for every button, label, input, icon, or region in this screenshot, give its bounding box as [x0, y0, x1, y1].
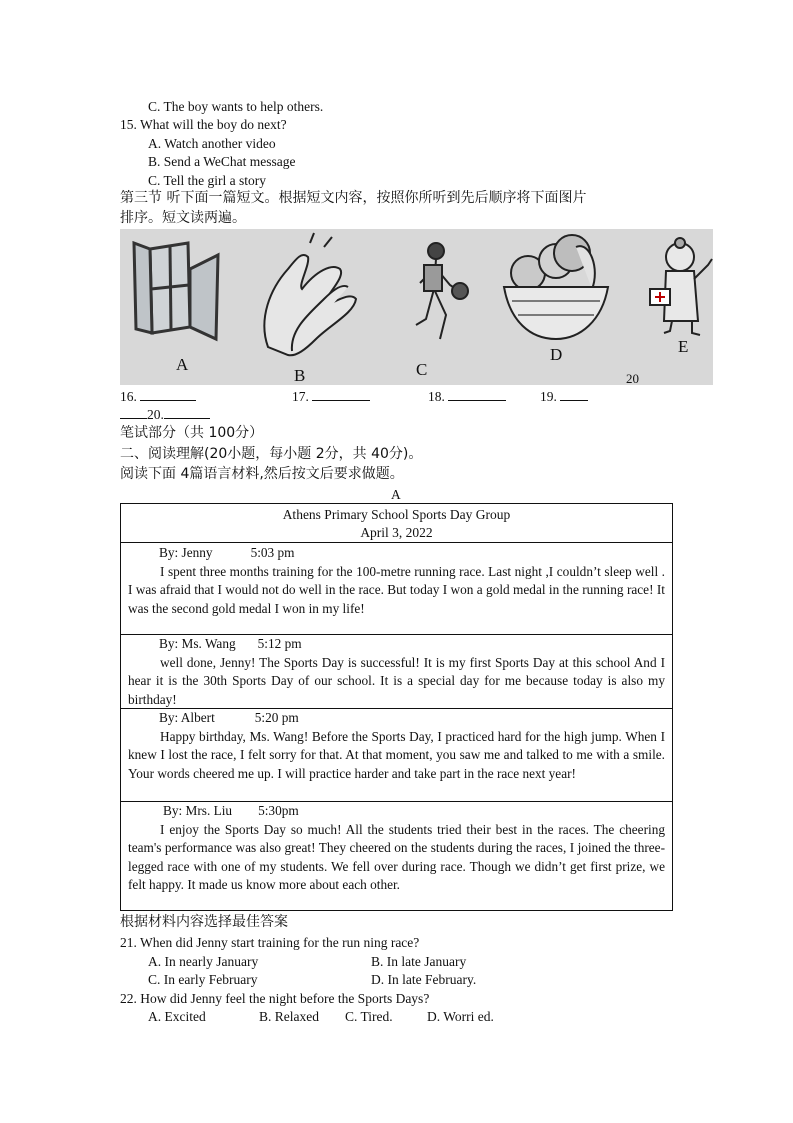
q21-option-a: A. In nearly January	[148, 954, 259, 969]
part2-instruction: 阅读下面 4篇语言材料,然后按文后要求做题。	[120, 466, 404, 482]
post-text: well done, Jenny! The Sports Day is successful! It is my first Sports Day at this school And I hear it is the 30th Sports Day of our school. It is a special day for me because today is also my birthday!	[128, 654, 665, 707]
answer-blank-20: 20.	[120, 406, 210, 423]
q22-option-c: C. Tired.	[345, 1009, 393, 1024]
q15-question: 15. What will the boy do next?	[120, 117, 287, 132]
q21-option-d: D. In late February.	[371, 972, 477, 987]
answer-blank-16: 16.	[120, 388, 196, 405]
post-author: By: Ms. Wang	[159, 636, 236, 651]
choose-instruction: 根据材料内容选择最佳答案	[120, 914, 288, 930]
post-text: I enjoy the Sports Day so much! All the students tried their best in the races. The cheering team's performance was also great! They cheered on the students during the races, I joined the three-legged race with one of my students. We fell over during race. Though we didn’t get first prize, we felt happy. It made us know more about each other.	[128, 821, 665, 892]
sports-day-board	[120, 503, 673, 911]
q15-option-a: A. Watch another video	[148, 136, 276, 151]
post-jenny	[121, 542, 672, 634]
picture-label-b: B	[294, 366, 306, 385]
q15-option-b: B. Send a WeChat message	[148, 154, 296, 169]
window-icon	[134, 243, 218, 339]
q15-option-c: C. Tell the girl a story	[148, 173, 267, 188]
answer-blank-18: 18.	[428, 388, 506, 405]
post-time: 5:30pm	[258, 803, 299, 818]
written-part-title: 笔试部分（共 100分）	[120, 425, 264, 441]
picture-label-c: C	[416, 360, 428, 379]
q22-option-b: B. Relaxed	[259, 1009, 319, 1024]
post-time: 5:12 pm	[257, 636, 302, 651]
basketball-girl-icon	[416, 243, 468, 339]
section3-instruction: 第三节 听下面一篇短文。根据短文内容，按照你所听到先后顺序将下面图片	[120, 190, 587, 206]
q22-question: 22. How did Jenny feel the night before the Sports Days?	[120, 991, 430, 1006]
fruit-basket-icon	[504, 235, 608, 339]
passage-label: A	[391, 487, 401, 502]
picture-strip	[120, 229, 713, 385]
post-albert	[121, 708, 672, 801]
post-text: I spent three months training for the 100-metre running race. Last night ,I couldn’t sleep well . I was afraid that I would not do well in the race. But today I won a gold medal in the running race! It was the second gold medal I won in my life!	[128, 563, 665, 616]
doctor-icon	[650, 238, 712, 335]
board-title: Athens Primary School Sports Day Group	[282, 507, 511, 522]
picture-label-d: D	[550, 345, 563, 364]
picture-edge-text: 20	[626, 371, 639, 385]
answer-blank-19: 19.	[540, 388, 588, 405]
q21-option-c: C. In early February	[148, 972, 258, 987]
post-author: By: Mrs. Liu	[163, 803, 233, 818]
answer-blank-17: 17.	[292, 388, 370, 405]
post-text: Happy birthday, Ms. Wang! Before the Sports Day, I practiced hard for the high jump. When I knew I lost the race, I felt sorry for that. At that moment, you saw me and talked to me with a smile. Your words cheered me up. I will practice harder and take part in the race next year!	[128, 728, 665, 781]
post-time: 5:20 pm	[254, 710, 299, 725]
post-author: By: Albert	[159, 710, 215, 725]
clapping-hands-icon	[264, 233, 356, 355]
q22-option-d: D. Worri ed.	[427, 1009, 494, 1024]
q21-question: 21. When did Jenny start training for the run ning race?	[120, 935, 420, 950]
post-mrs-liu	[121, 801, 672, 911]
post-ms-wang	[121, 634, 672, 708]
section3-instruction-cont: 排序。短文读两遍。	[120, 210, 246, 226]
q22-option-a: A. Excited	[148, 1009, 206, 1024]
post-author: By: Jenny	[159, 545, 213, 560]
picture-label-a: A	[176, 355, 189, 374]
q21-option-b: B. In late January	[371, 954, 467, 969]
part2-title: 二、阅读理解(20小题，每小题 2分，共 40分)。	[120, 446, 423, 462]
post-time: 5:03 pm	[250, 545, 295, 560]
picture-label-e: E	[678, 337, 689, 356]
q14-option-c: C. The boy wants to help others.	[148, 99, 324, 114]
board-date: April 3, 2022	[360, 525, 433, 540]
